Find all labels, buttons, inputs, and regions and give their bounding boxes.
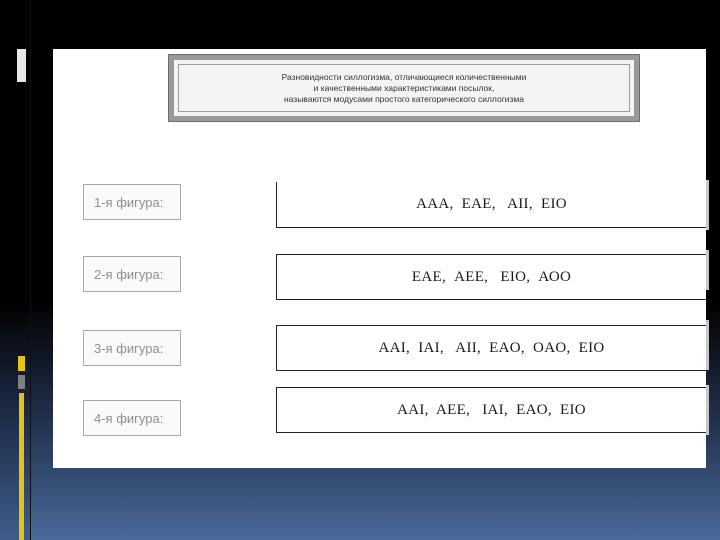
right-decor-mark	[706, 320, 709, 370]
figure-2-label: 2-я фигура:	[83, 256, 181, 292]
figure-4-modes: AAI, AEE, IAI, EAO, EIO	[276, 387, 706, 433]
left-decor-strip	[0, 0, 31, 540]
right-decor-mark	[706, 385, 709, 435]
definition-box	[169, 55, 639, 121]
decor-bar-yellow-long	[19, 393, 24, 540]
decor-bar-yellow	[18, 356, 25, 371]
decor-bar-white	[17, 49, 26, 82]
definition-text	[178, 64, 630, 112]
figure-3-label: 3-я фигура:	[83, 330, 181, 366]
slide-content	[53, 49, 706, 468]
decor-bar-gray	[18, 375, 25, 389]
definition-line: Разновидности силлогизма, отличающиеся количественными	[281, 71, 527, 82]
figure-3-modes: AAI, IAI, AII, EAO, OAO, EIO	[276, 325, 706, 371]
figure-4-label: 4-я фигура:	[83, 400, 181, 436]
figure-1-label: 1-я фигура:	[83, 184, 181, 220]
definition-line: называются модусами простого категорического силлогизма	[283, 93, 525, 104]
figure-1-modes: AAA, EAE, AII, EIO	[276, 182, 706, 228]
right-decor-mark	[706, 250, 709, 290]
definition-line: и качественными характеристиками посылок,	[313, 82, 495, 93]
right-decor-mark	[706, 180, 709, 230]
figure-2-modes: ЕАЕ, АЕЕ, ЕIО, АОО	[276, 254, 706, 300]
